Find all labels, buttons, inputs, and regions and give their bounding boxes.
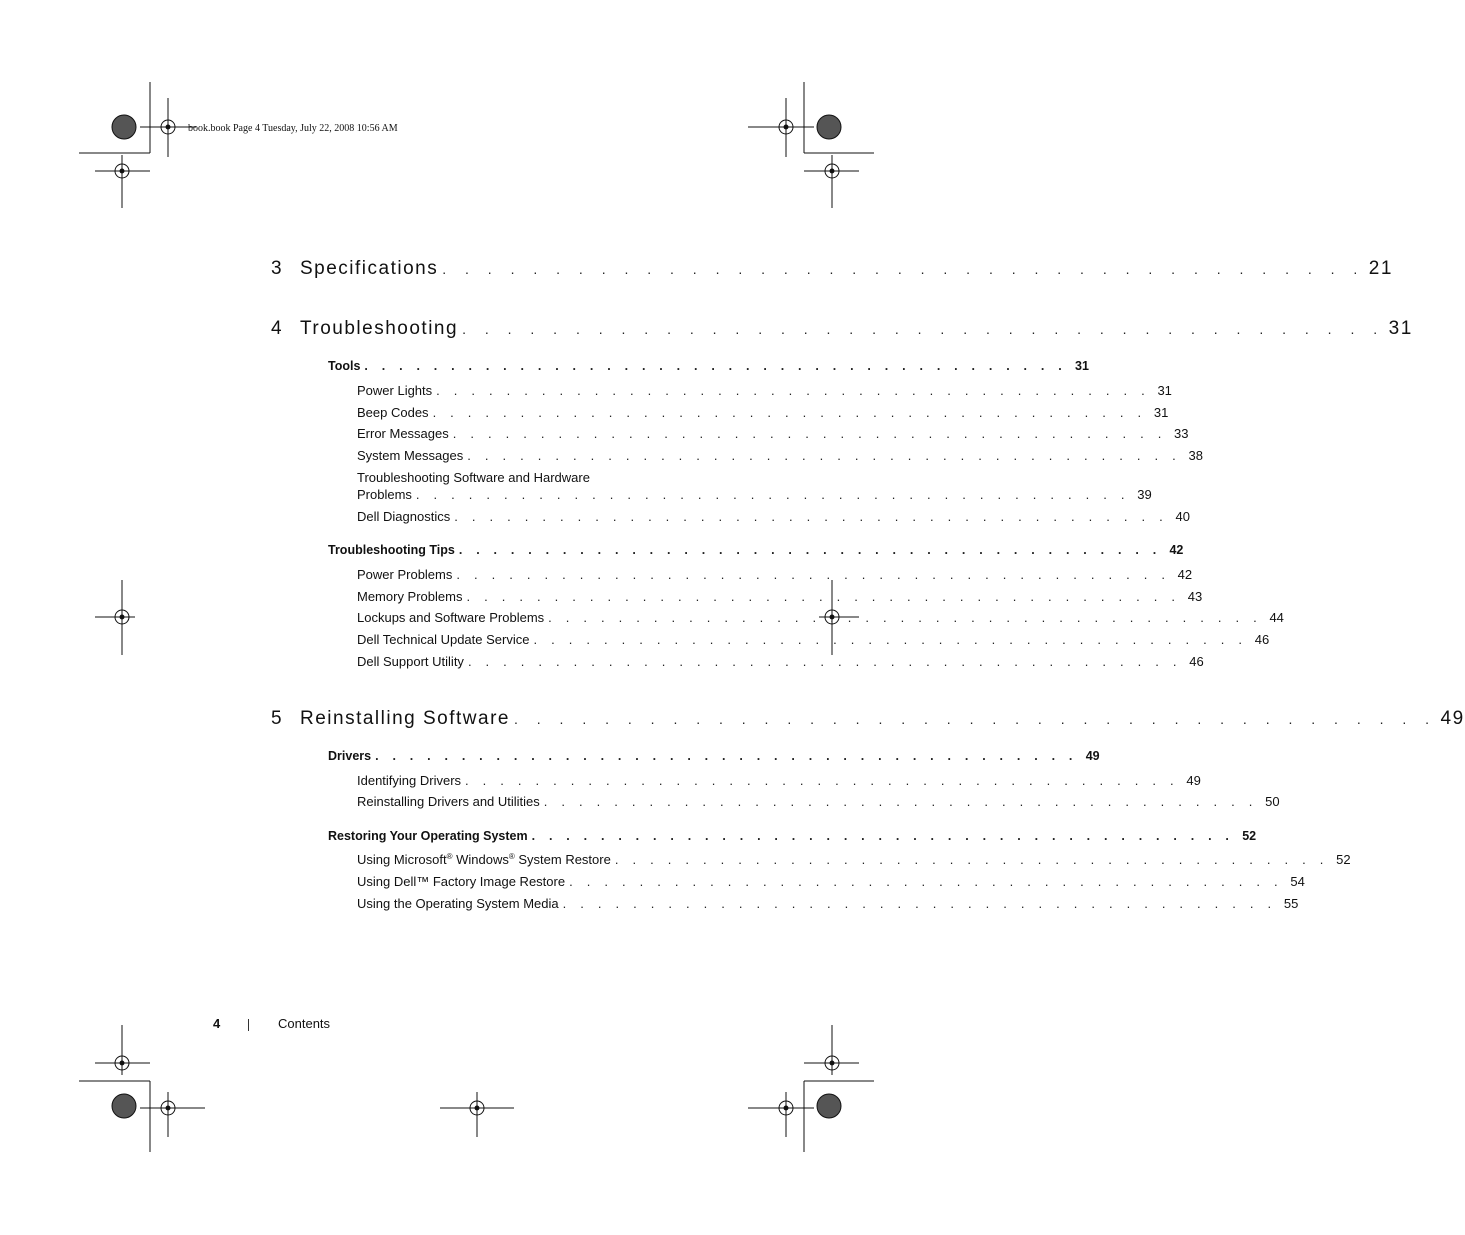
registered-mark: ® <box>508 852 515 861</box>
subsection-page: 44 <box>1269 610 1284 625</box>
subsection-title: Using Dell™ Factory Image Restore <box>357 874 566 889</box>
subsection-page: 52 <box>1336 852 1351 867</box>
dot-leader: . . . . . . . . . . . . . . . . . . . . . . . . . . . . . . . . . . . . . . . . . <box>452 426 1167 441</box>
toc-subsection[interactable] <box>357 896 1299 911</box>
dot-leader: . . . . . . . . . . . . . . . . . . . . . . . . . . . . . . . . . . . . . . . . . <box>543 794 1258 809</box>
chapter-page: 31 <box>1388 318 1413 339</box>
toc-chapter[interactable] <box>271 708 1465 730</box>
subsection-page: 42 <box>1177 567 1193 582</box>
subsection-page: 40 <box>1175 509 1190 524</box>
subsection-title: Dell Support Utility <box>357 654 464 669</box>
dot-leader: . . . . . . . . . . . . . . . . . . . . . . . . . . . . . . . . . . . . . . . . . <box>364 359 1067 373</box>
subsection-title-line1[interactable]: Troubleshooting Software and Hardware <box>357 470 590 485</box>
chapter-title: Reinstalling Software <box>300 708 510 729</box>
toc-subsection[interactable] <box>357 852 1351 867</box>
toc-subsection[interactable] <box>357 589 1203 604</box>
toc-section[interactable] <box>328 749 1100 763</box>
subsection-page: 54 <box>1290 874 1305 889</box>
subsection-title: Using Microsoft® Windows® System Restore <box>357 852 611 867</box>
chapter-page: 49 <box>1440 708 1465 729</box>
dot-leader: . . . . . . . . . . . . . . . . . . . . . . . . . . . . . . . . . . . . . . . . . <box>456 567 1171 582</box>
toc-subsection[interactable] <box>357 794 1280 809</box>
subsection-page: 43 <box>1187 589 1203 604</box>
subsection-page: 33 <box>1174 426 1189 441</box>
subsection-title: Reinstalling Drivers and Utilities <box>357 794 540 809</box>
subsection-page: 31 <box>1153 405 1169 420</box>
subsection-title: Problems <box>357 487 412 502</box>
registered-mark: ® <box>446 852 453 861</box>
chapter-number: 4 <box>271 318 284 339</box>
footer-page-number: 4 <box>213 1016 221 1031</box>
dot-leader: . . . . . . . . . . . . . . . . . . . . . . . . . . . . . . . . . . . . . . . . . <box>513 711 1437 727</box>
dot-leader: . . . . . . . . . . . . . . . . . . . . . . . . . . . . . . . . . . . . . . . . . <box>466 589 1181 604</box>
toc-subsection[interactable] <box>357 405 1169 420</box>
section-title: Drivers <box>328 749 372 763</box>
toc-subsection[interactable] <box>357 383 1172 398</box>
subsection-title: Identifying Drivers <box>357 773 462 788</box>
chapter-title: Specifications <box>300 258 439 279</box>
section-page: 49 <box>1085 749 1100 763</box>
section-title: Troubleshooting Tips <box>328 543 455 557</box>
subsection-title: Memory Problems <box>357 589 463 604</box>
section-title: Tools <box>328 359 361 373</box>
subsection-title: Power Problems <box>357 567 453 582</box>
subsection-page: 46 <box>1254 632 1270 647</box>
dot-leader: . . . . . . . . . . . . . . . . . . . . . . . . . . . . . . . . . . . . . . . . . <box>531 829 1235 843</box>
subsection-title: Power Lights <box>357 383 433 398</box>
subsection-title: Beep Codes <box>357 405 429 420</box>
section-page: 42 <box>1169 543 1184 557</box>
print-header: book.book Page 4 Tuesday, July 22, 2008 10:56 AM <box>188 123 398 134</box>
toc-subsection[interactable] <box>357 874 1305 889</box>
subsection-title: Error Messages <box>357 426 449 441</box>
subsection-title: Dell Diagnostics <box>357 509 451 524</box>
section-page: 52 <box>1242 829 1257 843</box>
section-title: Restoring Your Operating System <box>328 829 528 843</box>
toc-subsection[interactable] <box>357 426 1189 441</box>
toc-subsection[interactable] <box>357 448 1203 463</box>
subsection-page: 39 <box>1137 487 1152 502</box>
subsection-title: Using the Operating System Media <box>357 896 559 911</box>
subsection-page: 50 <box>1265 794 1280 809</box>
toc-subsection[interactable] <box>357 509 1190 524</box>
toc-chapter[interactable] <box>271 318 1413 340</box>
subsection-page: 31 <box>1157 383 1172 398</box>
dot-leader: . . . . . . . . . . . . . . . . . . . . . . . . . . . . . . . . . . . . . . . . . <box>533 632 1248 647</box>
subsection-title: System Messages <box>357 448 464 463</box>
toc-subsection[interactable] <box>357 487 1152 502</box>
toc-subsection[interactable] <box>357 567 1193 582</box>
dot-leader: . . . . . . . . . . . . . . . . . . . . . . . . . . . . . . . . . . . . . . . . . <box>569 874 1283 889</box>
toc-section[interactable] <box>328 543 1184 557</box>
footer-divider <box>248 1019 249 1031</box>
subsection-title: Dell Technical Update Service <box>357 632 530 647</box>
subsection-title: Lockups and Software Problems <box>357 610 545 625</box>
toc-subsection[interactable] <box>357 632 1270 647</box>
footer-section-name: Contents <box>278 1016 331 1031</box>
dot-leader: . . . . . . . . . . . . . . . . . . . . . . . . . . . . . . . . . . . . . . . . . <box>467 448 1181 463</box>
dot-leader: . . . . . . . . . . . . . . . . . . . . . . . . . . . . . . . . . . . . . . . . . <box>458 543 1162 557</box>
dot-leader: . . . . . . . . . . . . . . . . . . . . . . . . . . . . . . . . . . . . . . . . . <box>462 321 1385 337</box>
dot-leader: . . . . . . . . . . . . . . . . . . . . . . . . . . . . . . . . . . . . . . . . . <box>415 487 1130 502</box>
chapter-title: Troubleshooting <box>300 318 459 339</box>
dot-leader: . . . . . . . . . . . . . . . . . . . . . . . . . . . . . . . . . . . . . . . . . <box>465 773 1179 788</box>
dot-leader: . . . . . . . . . . . . . . . . . . . . . . . . . . . . . . . . . . . . . . . . . <box>375 749 1078 763</box>
dot-leader: . . . . . . . . . . . . . . . . . . . . . . . . . . . . . . . . . . . . . . . . . <box>548 610 1262 625</box>
chapter-page: 21 <box>1368 258 1393 279</box>
dot-leader: . . . . . . . . . . . . . . . . . . . . . . . . . . . . . . . . . . . . . . . . . <box>432 405 1147 420</box>
toc-subsection[interactable] <box>357 610 1284 625</box>
toc-subsection[interactable] <box>357 654 1204 669</box>
subsection-page: 46 <box>1189 654 1204 669</box>
section-page: 31 <box>1075 359 1089 373</box>
dot-leader: . . . . . . . . . . . . . . . . . . . . . . . . . . . . . . . . . . . . . . . . . <box>562 896 1277 911</box>
subsection-page: 38 <box>1188 448 1203 463</box>
toc-subsection[interactable] <box>357 773 1201 788</box>
toc-section[interactable] <box>328 359 1089 373</box>
dot-leader: . . . . . . . . . . . . . . . . . . . . . . . . . . . . . . . . . . . . . . . . . <box>454 509 1168 524</box>
toc-chapter[interactable] <box>271 258 1393 280</box>
chapter-number: 3 <box>271 258 284 279</box>
subsection-page: 55 <box>1283 896 1299 911</box>
dot-leader: . . . . . . . . . . . . . . . . . . . . . . . . . . . . . . . . . . . . . . . . . <box>442 261 1365 277</box>
toc-section[interactable] <box>328 829 1257 843</box>
chapter-number: 5 <box>271 708 284 729</box>
dot-leader: . . . . . . . . . . . . . . . . . . . . . . . . . . . . . . . . . . . . . . . . . <box>467 654 1182 669</box>
dot-leader: . . . . . . . . . . . . . . . . . . . . . . . . . . . . . . . . . . . . . . . . . <box>436 383 1150 398</box>
dot-leader: . . . . . . . . . . . . . . . . . . . . . . . . . . . . . . . . . . . . . . . . . <box>614 852 1329 867</box>
subsection-page: 49 <box>1186 773 1201 788</box>
